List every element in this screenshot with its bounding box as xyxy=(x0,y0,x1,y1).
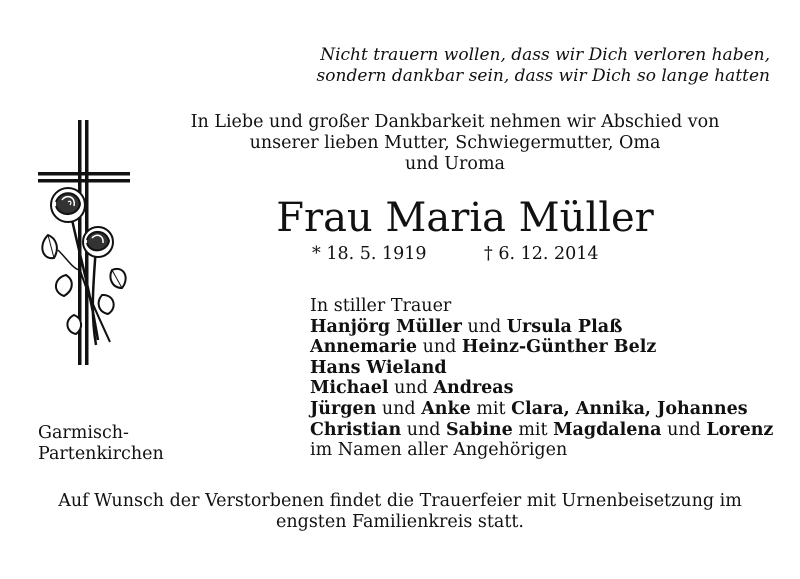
funeral-note-line-2: engsten Familienkreis statt. xyxy=(276,512,524,532)
mourner-row xyxy=(310,358,773,379)
mourner-name: Clara, Annika, Johannes xyxy=(511,398,748,419)
quote-line-1: Nicht trauern wollen, dass wir Dich verloren haben, xyxy=(320,45,770,65)
mourner-row xyxy=(310,420,773,441)
mourners-heading: In stiller Trauer xyxy=(310,296,452,316)
deceased-name: Frau Maria Müller xyxy=(276,195,654,241)
mourner-name: Michael xyxy=(310,378,389,399)
conjunction: und xyxy=(388,378,434,399)
mourner-row xyxy=(310,317,773,338)
place-line-2: Partenkirchen xyxy=(38,443,164,464)
death-date: † 6. 12. 2014 xyxy=(484,244,599,264)
quote xyxy=(317,45,770,87)
cross-with-roses-icon xyxy=(28,110,138,369)
intro-line-2: unserer lieben Mutter, Schwiegermutter, Oma xyxy=(249,133,661,153)
mourner-name: Sabine xyxy=(446,419,513,440)
conjunction: und xyxy=(376,398,422,419)
intro-line-3: und Uroma xyxy=(405,154,505,174)
intro-text xyxy=(150,112,760,175)
mourner-name: Lorenz xyxy=(706,419,774,440)
mourner-row xyxy=(310,337,773,358)
mourner-name: Andreas xyxy=(433,378,514,399)
mourner-row xyxy=(310,399,773,420)
conjunction: und xyxy=(417,337,462,358)
conjunction: und xyxy=(401,419,447,440)
conjunction: mit xyxy=(470,398,512,419)
conjunction: mit xyxy=(512,419,554,440)
mourner-name: Ursula Plaß xyxy=(506,316,623,337)
birth-date: * 18. 5. 1919 xyxy=(312,244,427,264)
mourners-closing: im Namen aller Angehörigen xyxy=(310,440,568,461)
mourners-list xyxy=(310,296,773,461)
funeral-note xyxy=(20,491,780,533)
conjunction: und xyxy=(461,316,507,337)
place-line-1: Garmisch- xyxy=(38,423,129,443)
mourner-name: Heinz-Günther Belz xyxy=(461,337,657,358)
mourner-row xyxy=(310,378,773,399)
mourner-name: Hans Wieland xyxy=(310,357,447,378)
mourner-name: Hanjörg Müller xyxy=(310,316,462,337)
mourner-name: Magdalena xyxy=(553,419,662,440)
mourner-name: Christian xyxy=(310,419,402,440)
mourner-name: Annemarie xyxy=(310,337,418,358)
quote-line-2: sondern dankbar sein, dass wir Dich so lange hatten xyxy=(316,66,770,86)
intro-line-1: In Liebe und großer Dankbarkeit nehmen wir Abschied von xyxy=(190,112,720,132)
conjunction: und xyxy=(661,419,707,440)
funeral-note-line-1: Auf Wunsch der Verstorbenen findet die Trauerfeier mit Urnenbeisetzung im xyxy=(58,491,742,511)
mourner-name: Anke xyxy=(421,398,471,419)
place xyxy=(38,423,164,464)
mourner-name: Jürgen xyxy=(310,398,377,419)
